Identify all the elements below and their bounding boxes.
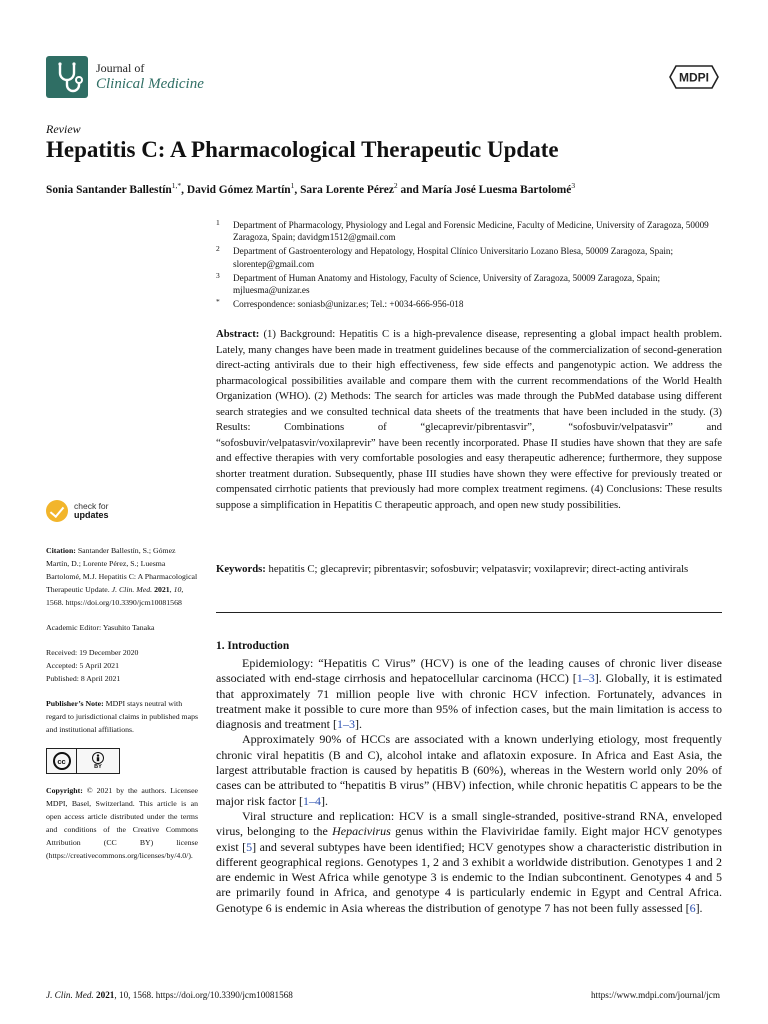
citation-link[interactable]: 1–3 [576,671,595,686]
affiliation-item [216,245,716,269]
citation-block: Citation: Santander Ballestín, S.; Gómez Martín, D.; Lorente Pérez, S.; Luesma Bartolomé, M.J. Hepatitis C: A Pharmacological Therapeutic Update. J. Clin. Med. 2021, 10, 1568. https://doi.org/10.3390/jcm10081568 [46,546,198,607]
citation-pages: 1568. [46,598,64,607]
citation-year: 2021 [154,585,170,594]
affiliation-number: 3 [216,270,220,280]
affiliation-number: 1 [216,218,220,227]
citation-label: Citation: [46,546,76,555]
article-type: Review [46,122,81,136]
copyright-label: Copyright: [46,786,83,795]
svg-text:MDPI: MDPI [679,70,709,85]
by-label: BY [94,764,102,770]
author-mark: 1,* [171,181,182,190]
copyright-text: © 2021 by the authors. Licensee MDPI, Basel, Switzerland. This article is an open access article distributed under the terms and conditions of the Creative Commons Attribution (CC BY) license (https://creativecommons.org/licenses/by/4.0/). [46,786,198,860]
footer-citation-rest[interactable]: , 10, 1568. https://doi.org/10.3390/jcm10081568 [114,990,293,1000]
abstract-text: (1) Background: Hepatitis C is a high-prevalence disease, representing a global impact health problem. Lately, many changes have been made in treatment guidelines because of the commercialization of second-generation direct-acting antivirals due to their high effectiveness, few side effects and pangenotypic action. We address the pharmacological possibilities available and compare them with the current recommendations of the World Health Organization (WHO). (2) Methods: The search for articles was made through the PubMed database using different search strategies and we consulted technical data sheets of the treatments that have been included in the study. (3) Results: Combinations of “glecaprevir/pibrentasvir”, “sofosbuvir/velpatasvir” and “sofosbuvir/velpatasvir/voxilaprevir” have been recently incorporated. Phase II studies have shown that they are safe and effective therapies with very comfortable posologies and easy therapeutic adherence; furthermore, they suppose shorter treatment duration. Subsequently, phase III studies have shown they were effective for previously treated or compensated cirrhotic patients that previously had more complex treatment regimens. (4) Conclusions: These results suppose a simplification in Hepatitis C therapeutic approach, and open new study possibilities. [216,328,723,511]
introduction-body [216,656,722,916]
citation-link[interactable]: 1–3 [336,717,355,732]
check-for-updates-button[interactable] [46,500,198,522]
received-date: Received: 19 December 2020 [46,648,139,657]
citation-text: Santander Ballestín, S.; Gómez Martín, D.; Lorente Pérez, S.; Luesma Bartolomé, M.J. Hepatitis C: A Pharmacological Therapeutic Update. [46,546,198,594]
citation-link[interactable]: 1–4 [302,793,321,808]
citation-doi-link[interactable]: https://doi.org/10.3390/jcm10081568 [65,598,182,607]
paragraph: Epidemiology: “Hepatitis C Virus” (HCV) is one of the leading causes of chronic liver disease associated with end-stage cirrhosis and hepatocellular carcinoma (HCC) [1–3]. Globally, it is estimated that approximately 71 million people live with chronic HCV infection. Fortunately, advances in treatment make it possible to cure more than 95% of infection cases, but the main limitation is access to diagnosis and treatment [1–3]. [216,656,723,732]
genus-name: Hepacivirus [332,824,391,839]
abstract-label: Abstract: [216,328,260,340]
affiliation-item [216,298,716,310]
creative-commons-icon: cc [53,752,71,770]
journal-prefix: Journal of [96,61,145,75]
citation-journal: J. Clin. Med. [111,585,153,594]
author-separator: , [181,183,187,196]
author-mark: 3 [571,181,576,190]
published-date: Published: 8 April 2021 [46,674,121,683]
check-for-updates-label: check for updates [74,501,109,520]
citation-link[interactable]: 6 [689,900,696,915]
sidebar [46,500,198,874]
copyright-block [46,784,198,862]
paragraph: Approximately 90% of HCCs are associated with a known underlying etiology, most frequently chronic viral hepatitis (B and C), alcohol intake and aflatoxin exposure. In Africa and East Asia, the largest attributable fraction is caused by hepatitis B (60%), whereas in the Western world only 20% of cases can be attributed to “hepatitis B virus” (HBV) infection, while chronic hepatitis C appears to be the major risk factor [1–4]. [216,732,722,808]
author-separator: and [397,183,422,196]
section-heading-introduction: 1. Introduction [216,640,290,652]
affiliation-text: Department of Gastroenterology and Hepatology, Hospital Clínico Universitario Lozano Blesa, 50009 Zaragoza, Spain; slorentep@gmail.com [233,246,674,269]
citation-link[interactable]: 5 [246,839,253,854]
publisher-note [46,697,198,736]
affiliation-list [216,219,716,312]
author-name[interactable]: Sara Lorente Pérez [300,183,394,196]
author-separator: , [294,183,301,196]
affiliation-text: Correspondence: soniasb@unizar.es; Tel.: +0034-666-956-018 [233,299,464,310]
accepted-date: Accepted: 5 April 2021 [46,661,119,670]
author-name[interactable]: Sonia Santander Ballestín [46,183,172,196]
affiliation-item [216,219,716,243]
paragraph: Viral structure and replication: HCV is a small single-stranded, positive-strand RNA, enveloped virus, belonging to the Hepacivirus genus within the Flaviviridae family. Eight major HCV genotypes exist [5] and several subtypes have been identified; HCV genotypes show a characteristic distribution in different geographical regions. Genotypes 1, 2 and 3 exhibit a worldwide distribution. Genotypes 1 and 2 are endemic in West Africa while genotype 3 is endemic to the Indian subcontinent. Genotypes 4 and 5 are primarily found in Africa, and genotype 4 is particularly endemic in Egypt and Central Africa. Genotype 6 is endemic in Asia whereas the distribution of genotype 7 has not been fully assessed [6]. [216,808,722,915]
author-mark: 2 [393,181,398,190]
footer-citation [46,990,293,1000]
author-mark: 1 [290,181,295,190]
publisher-note-text: MDPI stays neutral with regard to jurisdictional claims in published maps and institutional affiliations. [46,699,199,734]
publisher-note-label: Publisher’s Note: [46,699,104,708]
mdpi-logo[interactable] [668,64,720,90]
keywords-text: hepatitis C; glecaprevir; pibrentasvir; sofosbuvir; velpatasvir; voxilaprevir; direct-acting antivirals [268,563,689,575]
affiliation-item [216,272,716,296]
academic-editor: Academic Editor: Yasuhito Tanaka [46,623,155,632]
keywords-label: Keywords: [216,563,266,575]
attribution-person-icon [92,752,104,764]
checkmark-icon [46,500,68,522]
footer-journal-url[interactable]: https://www.mdpi.com/journal/jcm [590,990,720,1000]
author-name[interactable]: María José Luesma Bartolomé [421,183,572,196]
author-list [46,181,575,196]
citation-volume: 10 [173,585,182,594]
stethoscope-icon [46,56,88,98]
page-title: Hepatitis C: A Pharmacological Therapeutic Update [46,137,559,162]
dates-block [46,646,198,685]
footer-year: 2021 [96,990,115,1000]
affiliation-number: 2 [216,244,220,254]
footer-journal-abbr: J. Clin. Med. [46,990,94,1000]
keywords [216,562,722,578]
author-name[interactable]: David Gómez Martín [186,183,291,196]
abstract [216,327,722,513]
cc-by-license-badge[interactable] [46,748,120,774]
journal-name: Clinical Medicine [96,76,204,92]
affiliation-text: Department of Human Anatomy and Histology, Faculty of Science, University of Zaragoza, 50009 Zaragoza, Spain; mjluesma@unizar.es [233,272,661,296]
affiliation-text: Department of Pharmacology, Physiology and Legal and Forensic Medicine, Faculty of Medicine, University of Zaragoza, 50009 Zaragoza, Spain; davidgm1512@gmail.com [233,220,709,243]
section-divider [216,612,722,613]
affiliation-number: * [216,297,220,307]
